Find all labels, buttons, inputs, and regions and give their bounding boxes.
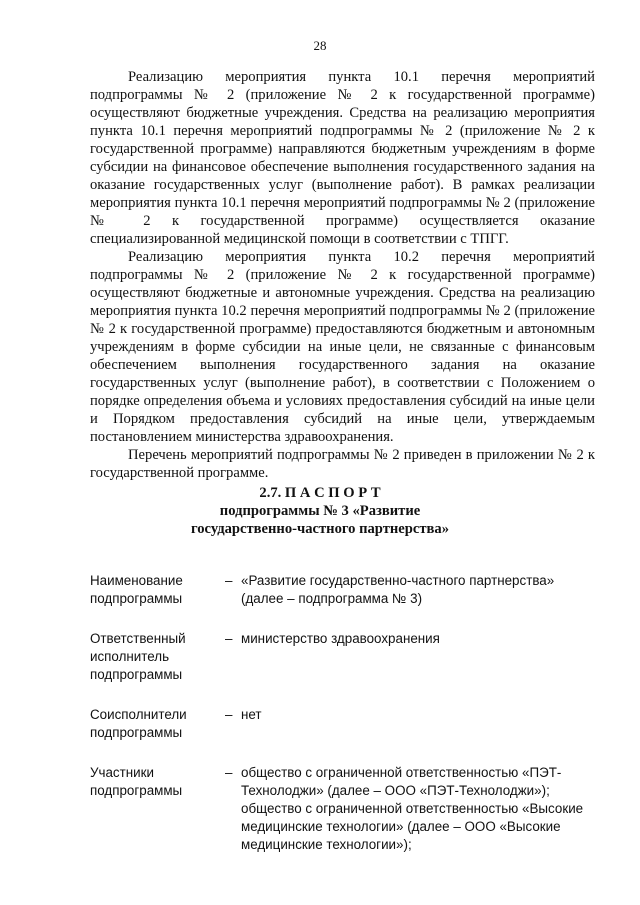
value-line: «Развитие государственно-частного партнерства» (далее – подпрограмма № 3) [241, 573, 555, 606]
row-label [90, 706, 225, 742]
row-label [90, 572, 225, 608]
label-line: подпрограммы [90, 725, 183, 740]
passport-row-coexecutors [90, 706, 600, 742]
label-line: подпрограммы [90, 783, 183, 798]
value-line: общество с ограниченной ответственностью «Высокие медицинские технологии» (далее – ООО «Высокие медицинские технологии»); [241, 801, 584, 852]
value-line: нет [241, 707, 262, 722]
passport-row-responsible [90, 630, 600, 684]
passport-row-name [90, 572, 600, 608]
page-number: 28 [313, 38, 327, 53]
dash: – [225, 765, 233, 780]
heading-line-1: 2.7. П А С П О Р Т [259, 485, 381, 501]
row-value [241, 706, 596, 742]
row-label [90, 764, 225, 854]
row-label [90, 630, 225, 684]
dash: – [225, 631, 233, 646]
paragraph-1: Реализацию мероприятия пункта 10.1 перечня мероприятий подпрограммы № 2 (приложение № 2 к государственной программе) осуществляют бюджетные учреждения. Средства на реализацию мероприятия пункта 10.1 перечня мероприятий подпрограммы № 2 (приложение № 2 к государственной программе) направляются бюджетным учреждениям в форме субсидии на финансовое обеспечение выполнения государственного задания на оказание государственных услуг (выполнение работ). В рамках реализации мероприятия пункта 10.1 перечня мероприятий подпрограммы № 2 (приложение № 2 к государственной программе) осуществляется оказание специализированной медицинской помощи в соответствии с ТПГГ. [90, 69, 595, 247]
passport-table [90, 572, 600, 876]
label-line: Ответственный [90, 631, 186, 646]
value-line: общество с ограниченной ответственностью «ПЭТ-Технолоджи» (далее – ООО «ПЭТ-Технолоджи»); [241, 765, 562, 798]
paragraph-3: Перечень мероприятий подпрограммы № 2 приведен в приложении № 2 к государственной программе. [90, 447, 595, 481]
row-value [241, 764, 596, 854]
paragraph-2: Реализацию мероприятия пункта 10.2 перечня мероприятий подпрограммы № 2 (приложение № 2 к государственной программе) осуществляют бюджетные и автономные учреждения. Средства на реализацию мероприятия пункта 10.2 перечня мероприятий подпрограммы № 2 (приложение № 2 к государственной программе) предоставляются бюджетным и автономным учреждениям в форме субсидии на иные цели, не связанные с финансовым обеспечением выполнения государственного задания на оказание государственных услуг (выполнение работ), в соответствии с Положением о порядке определения объема и условиях предоставления субсидий на иные цели и Порядком предоставления субсидий на иные цели, утверждаемым постановлением министерства здравоохранения. [90, 249, 595, 445]
label-line: подпрограммы [90, 667, 183, 682]
heading-line-3: государственно-частного партнерства» [190, 521, 449, 537]
dash: – [225, 573, 233, 588]
dash: – [225, 707, 233, 722]
label-line: подпрограммы [90, 591, 183, 606]
label-line: Соисполнители [90, 707, 187, 722]
heading-line-2: подпрограммы № 3 «Развитие [219, 503, 421, 519]
row-value [241, 572, 596, 608]
label-line: исполнитель [90, 649, 170, 664]
label-line: Наименование [90, 573, 183, 588]
passport-row-participants [90, 764, 600, 854]
row-value [241, 630, 596, 684]
body-text [90, 68, 595, 482]
section-heading [0, 484, 640, 538]
label-line: Участники [90, 765, 154, 780]
value-line: министерство здравоохранения [241, 631, 440, 646]
